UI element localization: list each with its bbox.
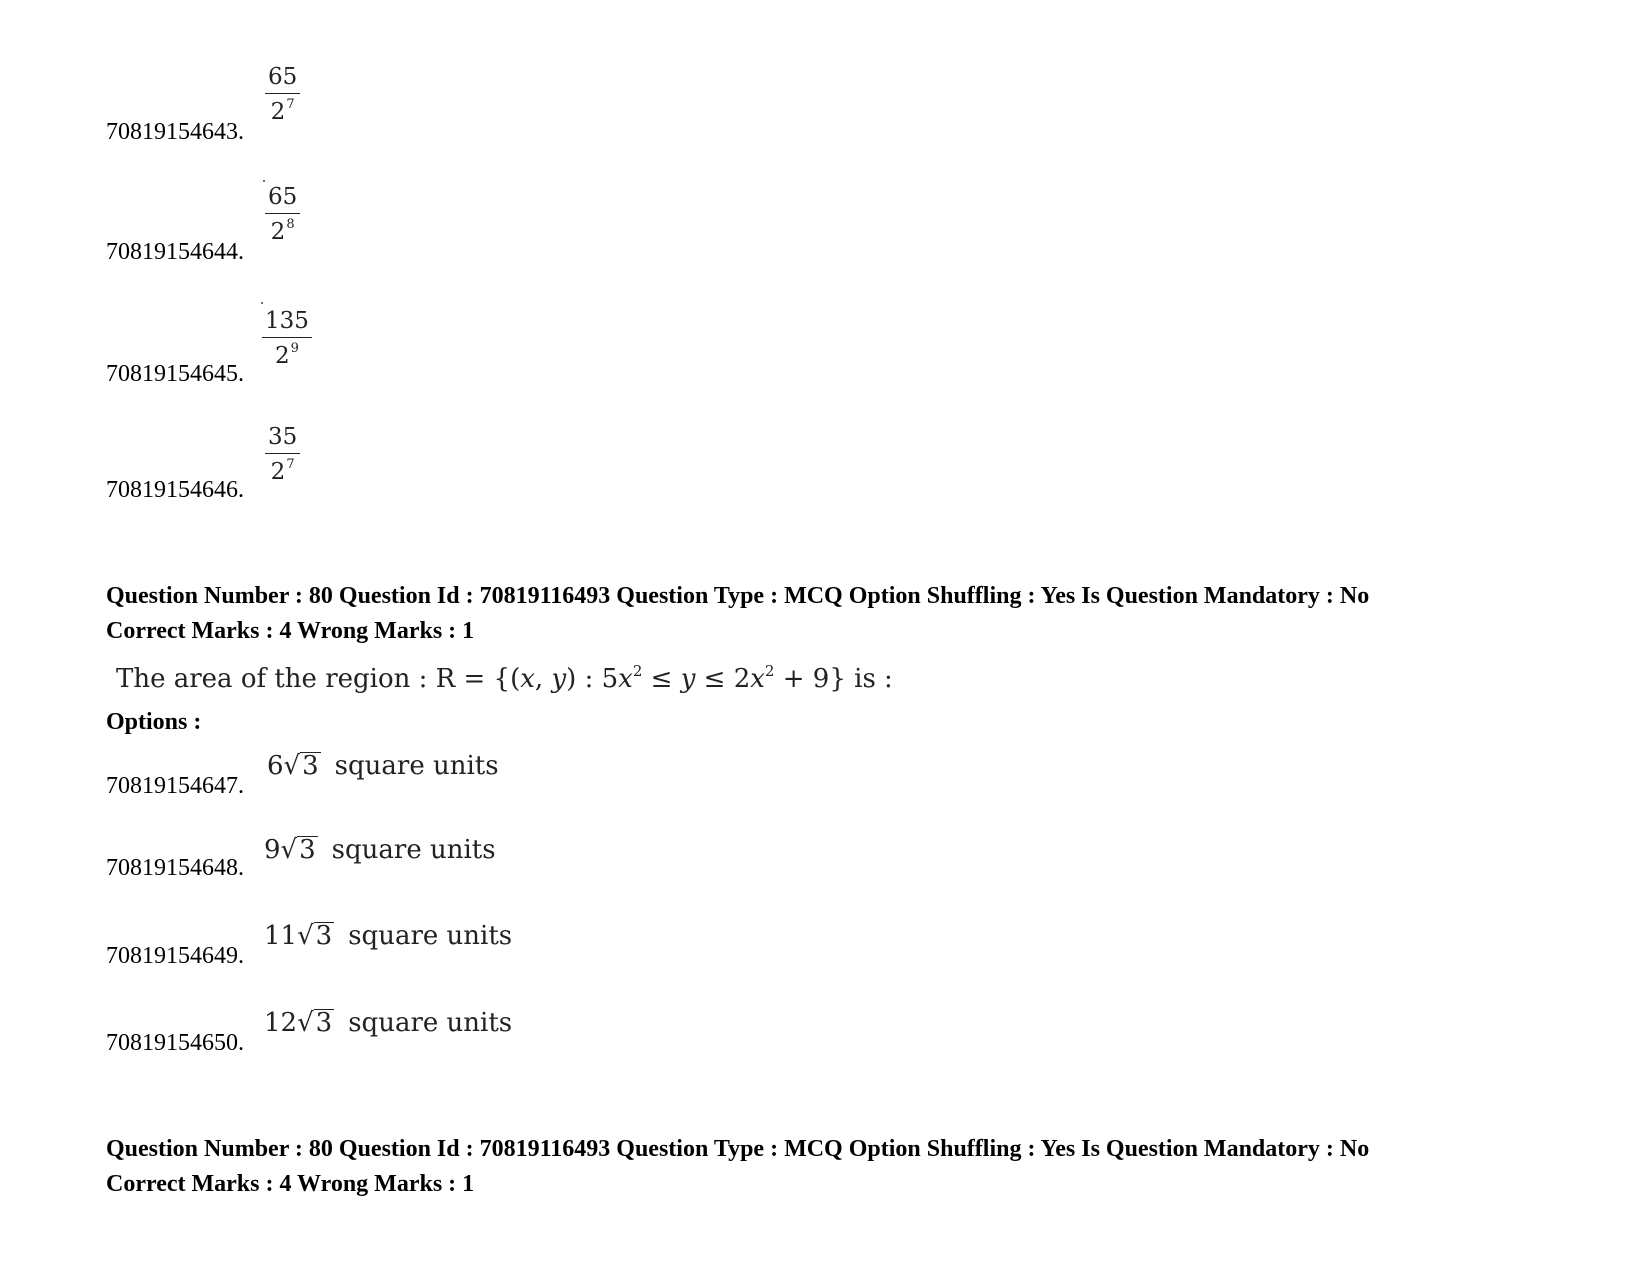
fraction-numerator: 65 bbox=[268, 184, 298, 210]
option-fraction-3 bbox=[262, 310, 312, 368]
question-meta: Question Number : 80 Question Id : 70819116493 Question Type : MCQ Option Shuffling : Yes Is Question Mandatory : No bbox=[106, 1136, 1370, 1162]
option-id: 70819154650. bbox=[106, 1030, 244, 1056]
question-meta: Question Number : 80 Question Id : 70819116493 Question Type : MCQ Option Shuffling : Yes Is Question Mandatory : No bbox=[106, 583, 1370, 609]
fraction-denominator: $2^8$ bbox=[270, 217, 295, 245]
fraction-denominator: $2^9$ bbox=[274, 341, 299, 369]
sqrt-symbol: √3 bbox=[297, 921, 333, 951]
sqrt-symbol: √3 bbox=[280, 835, 316, 865]
option-id: 70819154644. bbox=[106, 239, 244, 265]
fraction-numerator: 35 bbox=[268, 424, 298, 450]
option-id: 70819154647. bbox=[106, 773, 244, 799]
sqrt-symbol: √3 bbox=[283, 751, 319, 781]
fraction-denominator: $2^7$ bbox=[270, 457, 295, 485]
fraction-numerator: 65 bbox=[268, 64, 298, 90]
fraction-numerator: 135 bbox=[265, 308, 309, 334]
question-marks: Correct Marks : 4 Wrong Marks : 1 bbox=[106, 1171, 475, 1197]
fraction-denominator: $2^7$ bbox=[270, 97, 295, 125]
scan-speck bbox=[261, 302, 263, 304]
option-answer-4: 12√3 square units bbox=[264, 1008, 513, 1038]
option-answer-2: 9√3 square units bbox=[264, 835, 496, 865]
option-id: 70819154645. bbox=[106, 361, 244, 387]
question-text: The area of the region : R = {(x, y) : $5x^2 \le y \le 2x^2 + 9$} is : bbox=[116, 662, 893, 694]
option-answer-3: 11√3 square units bbox=[264, 921, 513, 951]
option-answer-1: 6√3 square units bbox=[267, 751, 499, 781]
sqrt-symbol: √3 bbox=[297, 1008, 333, 1038]
option-id: 70819154648. bbox=[106, 855, 244, 881]
question-marks: Correct Marks : 4 Wrong Marks : 1 bbox=[106, 618, 475, 644]
options-label: Options : bbox=[106, 709, 202, 735]
option-fraction-1 bbox=[265, 66, 300, 124]
scan-speck bbox=[263, 180, 265, 182]
option-id: 70819154646. bbox=[106, 477, 244, 503]
option-fraction-2 bbox=[265, 186, 300, 244]
option-fraction-4 bbox=[265, 426, 300, 484]
option-id: 70819154649. bbox=[106, 943, 244, 969]
option-id: 70819154643. bbox=[106, 119, 244, 145]
